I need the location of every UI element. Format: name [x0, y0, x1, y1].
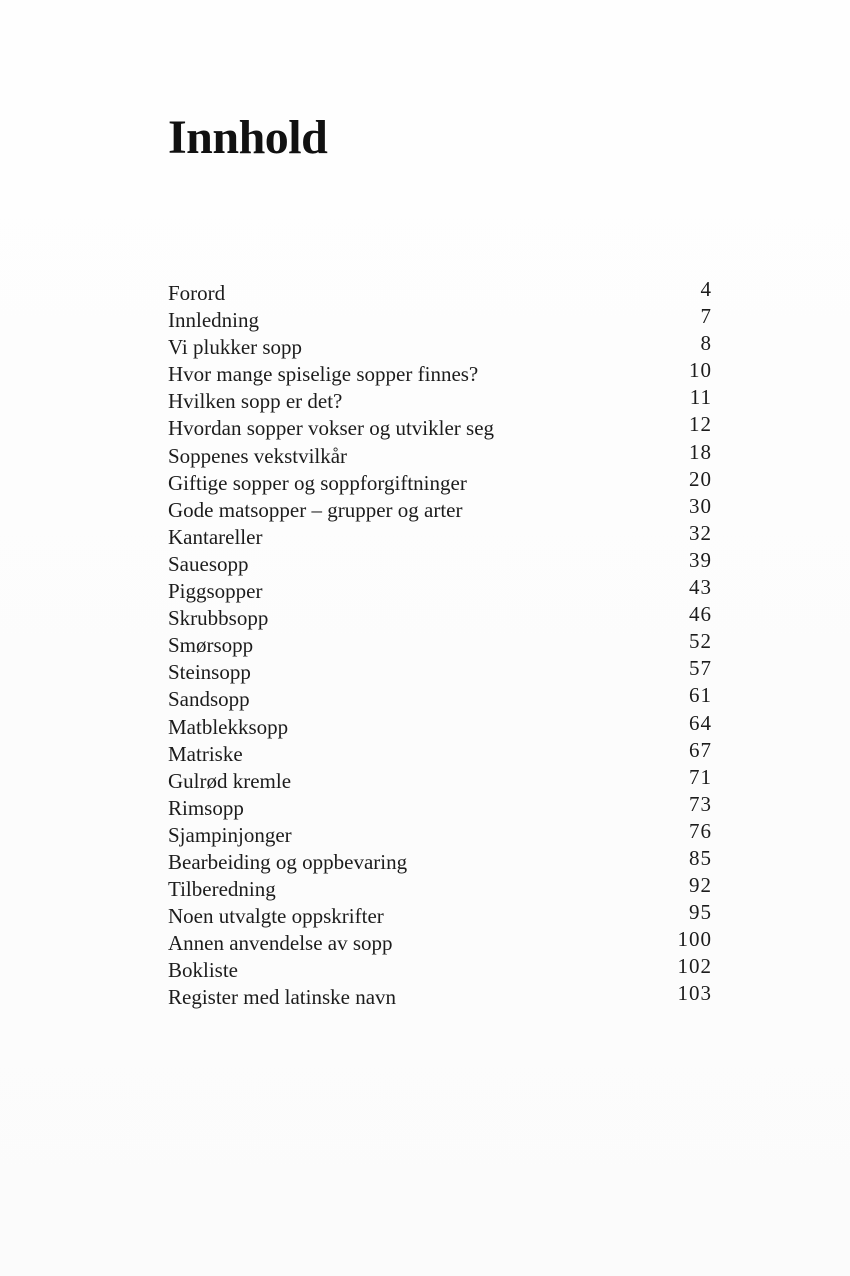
toc-entry-title: Bokliste — [168, 958, 239, 983]
page-title: Innhold — [168, 111, 328, 164]
toc-entry — [160, 439, 720, 470]
toc-entry — [160, 737, 720, 768]
toc-entry-title: Vi plukker sopp — [168, 335, 303, 360]
toc-entry-title: Annen anvendelse av sopp — [168, 931, 393, 956]
toc-entry — [160, 954, 720, 984]
toc-entry-title: Forord — [168, 281, 226, 305]
toc-entry-title: Sjampinjonger — [168, 822, 292, 847]
toc-entry-title: Sandsopp — [168, 687, 250, 712]
toc-entry — [160, 683, 720, 713]
toc-entry-page-number: 8 — [700, 331, 712, 356]
toc-entry-page-number: 61 — [689, 683, 712, 708]
toc-entry-title: Register med latinske navn — [168, 985, 397, 1010]
toc-entry-title: Hvordan sopper vokser og utvikler seg — [168, 416, 495, 441]
toc-entry-page-number: 100 — [677, 927, 712, 952]
toc-entry-page-number: 4 — [700, 277, 712, 301]
toc-entry-title: Tilberedning — [168, 877, 276, 902]
toc-entry — [160, 520, 720, 551]
toc-entry-title: Hvor mange spiselige sopper finnes? — [168, 362, 479, 387]
toc-entry-page-number: 7 — [700, 304, 712, 329]
toc-entry-page-number: 64 — [689, 710, 712, 735]
toc-entry-page-number: 30 — [689, 493, 712, 518]
toc-entry — [160, 710, 720, 741]
toc-entry-title: Matblekksopp — [168, 714, 289, 739]
toc-entry — [160, 927, 720, 957]
toc-entry-page-number: 102 — [677, 954, 712, 979]
toc-entry-page-number: 103 — [677, 981, 712, 1006]
toc-entry — [160, 385, 720, 415]
toc-entry-title: Skrubbsopp — [168, 606, 269, 631]
toc-entry-title: Piggsopper — [168, 579, 263, 604]
table-of-contents — [160, 277, 720, 1012]
toc-entry-title: Innledning — [168, 308, 259, 333]
toc-entry-page-number: 12 — [689, 412, 712, 437]
toc-entry — [160, 547, 720, 578]
toc-entry-page-number: 43 — [689, 575, 712, 600]
toc-entry — [160, 791, 720, 822]
toc-entry-title: Soppenes vekstvilkår — [168, 443, 348, 468]
toc-entry — [160, 764, 720, 795]
toc-entry-title: Smørsopp — [168, 633, 254, 658]
toc-entry-page-number: 76 — [689, 818, 712, 843]
toc-entry — [160, 358, 720, 388]
toc-entry-page-number: 95 — [689, 900, 712, 925]
toc-entry — [160, 602, 720, 632]
toc-entry — [160, 629, 720, 659]
toc-entry — [160, 900, 720, 930]
toc-entry-title: Steinsopp — [168, 660, 251, 685]
toc-entry-page-number: 57 — [689, 656, 712, 681]
toc-entry-page-number: 46 — [689, 602, 712, 627]
toc-entry-title: Giftige sopper og soppforgiftninger — [168, 470, 467, 495]
toc-entry-title: Kantareller — [168, 524, 263, 549]
toc-entry-page-number: 85 — [689, 845, 712, 870]
toc-entry-page-number: 73 — [689, 791, 712, 816]
toc-entry-title: Hvilken sopp er det? — [168, 389, 343, 414]
toc-entry-title: Bearbeiding og oppbevaring — [168, 849, 408, 874]
toc-entry-page-number: 67 — [689, 737, 712, 762]
toc-entry-page-number: 10 — [689, 358, 712, 383]
toc-entry — [160, 818, 720, 849]
toc-entry-title: Sauesopp — [168, 551, 249, 576]
toc-entry-page-number: 18 — [689, 439, 712, 464]
toc-entry-title: Gode matsopper – grupper og arter — [168, 497, 463, 522]
toc-entry — [160, 331, 720, 361]
toc-entry-title: Noen utvalgte oppskrifter — [168, 904, 384, 929]
toc-entry — [160, 277, 720, 307]
toc-entry — [160, 466, 720, 497]
toc-entry-page-number: 92 — [689, 873, 712, 898]
toc-entry — [160, 575, 720, 605]
toc-entry — [160, 304, 720, 334]
toc-entry — [160, 845, 720, 876]
toc-entry-page-number: 32 — [689, 520, 712, 545]
toc-entry-page-number: 71 — [689, 764, 712, 789]
toc-entry-page-number: 11 — [689, 385, 712, 410]
toc-entry-page-number: 52 — [689, 629, 712, 654]
toc-entry — [160, 981, 720, 1011]
toc-entry — [160, 412, 720, 442]
toc-entry-page-number: 39 — [689, 547, 712, 572]
toc-entry — [160, 873, 720, 903]
toc-entry-title: Gulrød kremle — [168, 768, 292, 793]
toc-entry-title: Rimsopp — [168, 795, 244, 820]
toc-entry-page-number: 20 — [689, 466, 712, 491]
toc-entry — [160, 656, 720, 686]
toc-entry-title: Matriske — [168, 741, 243, 766]
toc-entry — [160, 493, 720, 524]
